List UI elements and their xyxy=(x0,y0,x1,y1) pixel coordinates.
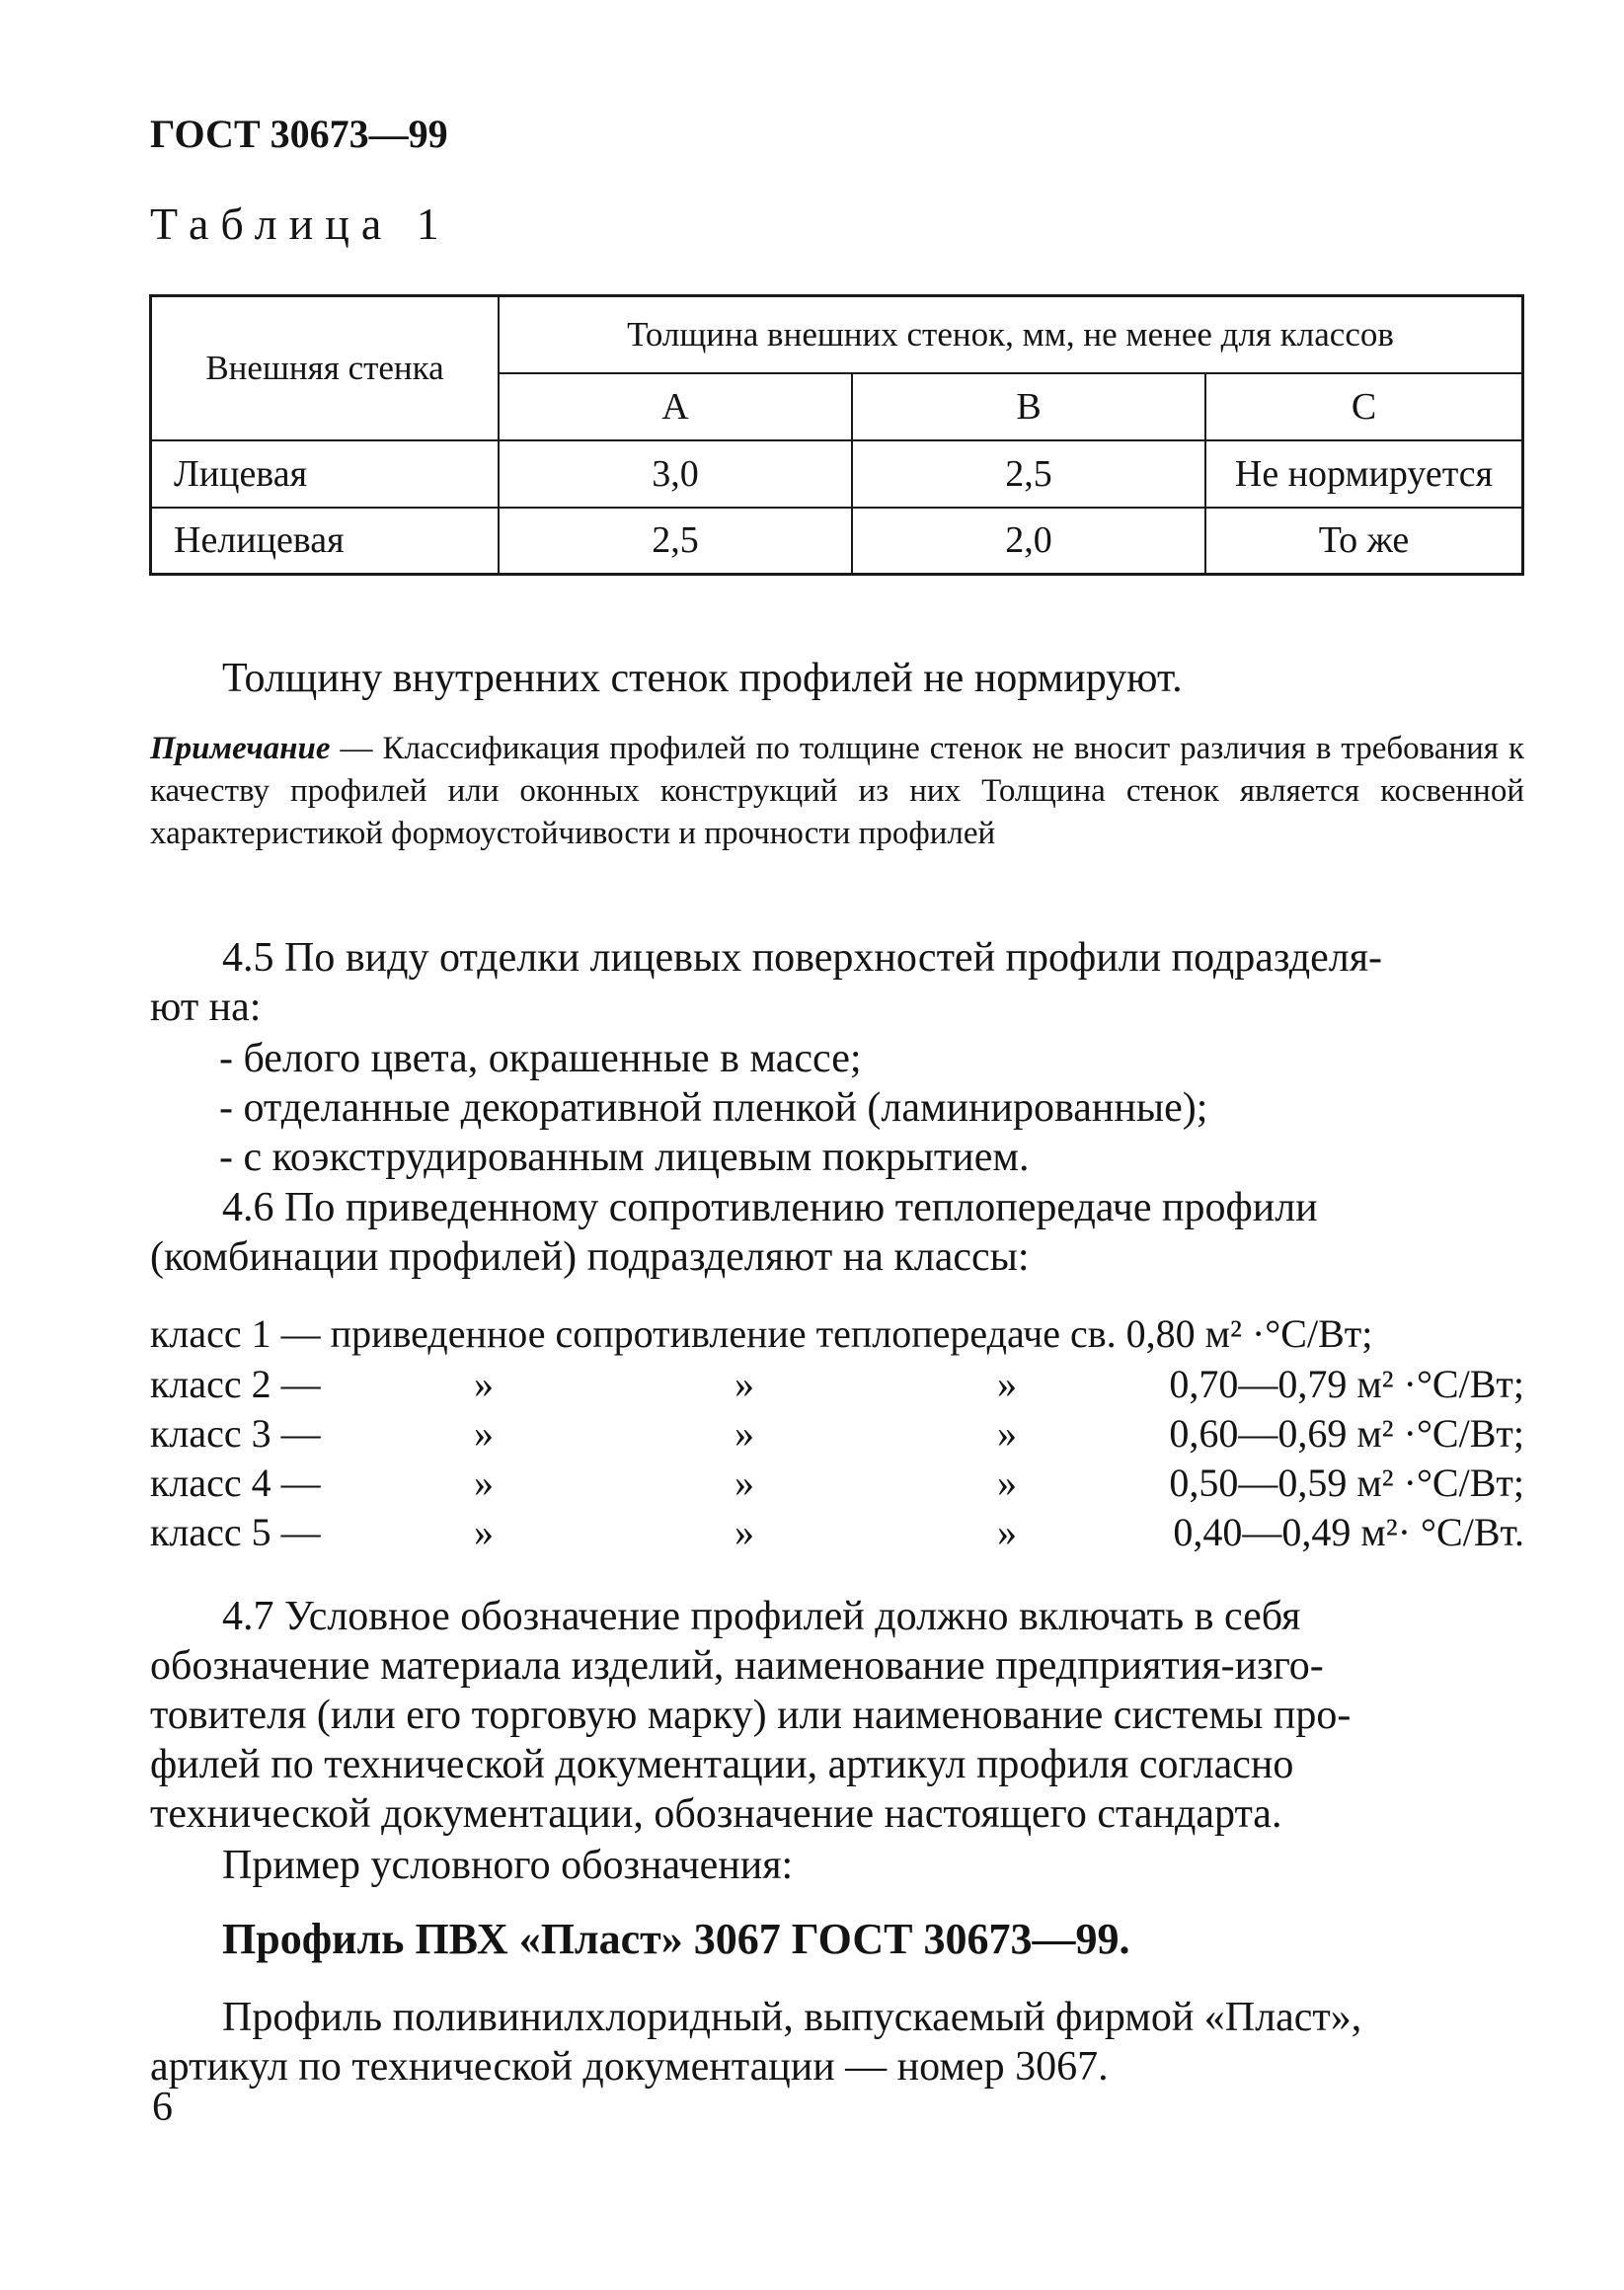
section-4-7-line3: товителя (или его торговую марку) или наименование системы про- xyxy=(150,1693,1352,1738)
list-item: - с коэкструдированным лицевым покрытием. xyxy=(219,1135,1030,1180)
ditto-mark: » xyxy=(735,1362,754,1406)
wall-thickness-table xyxy=(149,294,1524,576)
class-2-line xyxy=(150,1361,1524,1410)
table-header-class-b: В xyxy=(852,373,1205,440)
ditto-mark: » xyxy=(474,1461,494,1505)
list-item: - белого цвета, окрашенные в массе; xyxy=(219,1036,862,1081)
table-cell-c: Не нормируется xyxy=(1205,440,1523,508)
section-4-7-line2: обозначение материала изделий, наименование предприятия-изго- xyxy=(150,1643,1324,1689)
ditto-mark: » xyxy=(474,1362,494,1406)
table-cell-b: 2,0 xyxy=(852,508,1205,575)
example-explanation-line2: артикул по технической документации — номер 3067. xyxy=(150,2044,1109,2090)
table-cell-wall: Нелицевая xyxy=(151,508,500,575)
class-5-line xyxy=(150,1509,1524,1558)
class-3-line xyxy=(150,1410,1524,1460)
ditto-mark: » xyxy=(997,1510,1017,1554)
table-cell-b: 2,5 xyxy=(852,440,1205,508)
list-item: - отделанные декоративной пленкой (ламинированные); xyxy=(219,1085,1208,1131)
example-explanation-line1: Профиль поливинилхлоридный, выпускаемый фирмой «Пласт», xyxy=(222,1995,1362,2040)
table-cell-wall: Лицевая xyxy=(151,440,500,508)
table-header-thickness: Толщина внешних стенок, мм, не менее для классов xyxy=(499,296,1523,373)
table-header-wall: Внешняя стенка xyxy=(151,296,500,440)
table-title: Таблица 1 xyxy=(150,198,451,249)
note-paragraph xyxy=(150,728,1524,855)
table-header-class-a: А xyxy=(499,373,852,440)
ditto-mark: » xyxy=(735,1510,754,1554)
inner-walls-paragraph: Толщину внутренних стенок профилей не нормируют. xyxy=(222,656,1183,701)
table-cell-a: 2,5 xyxy=(499,508,852,575)
ditto-mark: » xyxy=(474,1510,494,1554)
class-value: 0,40—0,49 м²· °С/Вт. xyxy=(1173,1510,1524,1554)
table-cell-c: То же xyxy=(1205,508,1523,575)
page-number: 6 xyxy=(152,2085,173,2130)
section-4-6-line1: 4.6 По приведенному сопротивлению теплопередаче профили xyxy=(222,1185,1318,1230)
example-designation: Профиль ПВХ «Пласт» 3067 ГОСТ 30673—99. xyxy=(222,1915,1130,1963)
ditto-mark: » xyxy=(997,1411,1017,1456)
class-4-line xyxy=(150,1460,1524,1509)
document-header: ГОСТ 30673—99 xyxy=(150,112,448,156)
class-label: класс 3 — xyxy=(150,1411,321,1456)
class-value: 0,50—0,59 м² ·°С/Вт; xyxy=(1169,1461,1524,1505)
ditto-mark: » xyxy=(735,1461,754,1505)
ditto-mark: » xyxy=(997,1461,1017,1505)
table-row xyxy=(151,508,1523,575)
note-label: Примечание xyxy=(150,731,331,766)
table-cell-a: 3,0 xyxy=(499,440,852,508)
note-text: — Классификация профилей по толщине стенок не вносит различия в требования к качеству профилей или оконных конструкций из них Толщина стенок является косвенной характеристикой формоустойчивости и прочности профилей xyxy=(150,731,1524,851)
section-4-5-line1: 4.5 По виду отделки лицевых поверхностей профили подразделя- xyxy=(222,935,1383,981)
class-value: 0,60—0,69 м² ·°С/Вт; xyxy=(1169,1411,1524,1456)
class-1-text: класс 1 — приведенное сопротивление теплопередаче св. 0,80 м² ·°С/Вт; xyxy=(150,1311,1373,1356)
table-row xyxy=(151,440,1523,508)
section-4-6-line2: (комбинации профилей) подразделяют на классы: xyxy=(150,1234,1030,1280)
section-4-7-line5: технической документации, обозначение настоящего стандарта. xyxy=(150,1791,1282,1837)
ditto-mark: » xyxy=(997,1362,1017,1406)
class-1-line xyxy=(150,1310,1524,1360)
section-4-7-line1: 4.7 Условное обозначение профилей должно включать в себя xyxy=(222,1594,1301,1639)
class-label: класс 2 — xyxy=(150,1362,321,1406)
example-intro: Пример условного обозначения: xyxy=(222,1843,794,1888)
ditto-mark: » xyxy=(474,1411,494,1456)
class-label: класс 4 — xyxy=(150,1461,321,1505)
section-4-7-line4: филей по технической документации, артикул профиля согласно xyxy=(150,1742,1294,1787)
table-header-class-c: С xyxy=(1205,373,1523,440)
section-4-5-line2: ют на: xyxy=(150,985,262,1030)
class-value: 0,70—0,79 м² ·°С/Вт; xyxy=(1169,1362,1524,1406)
class-label: класс 5 — xyxy=(150,1510,321,1554)
ditto-mark: » xyxy=(735,1411,754,1456)
